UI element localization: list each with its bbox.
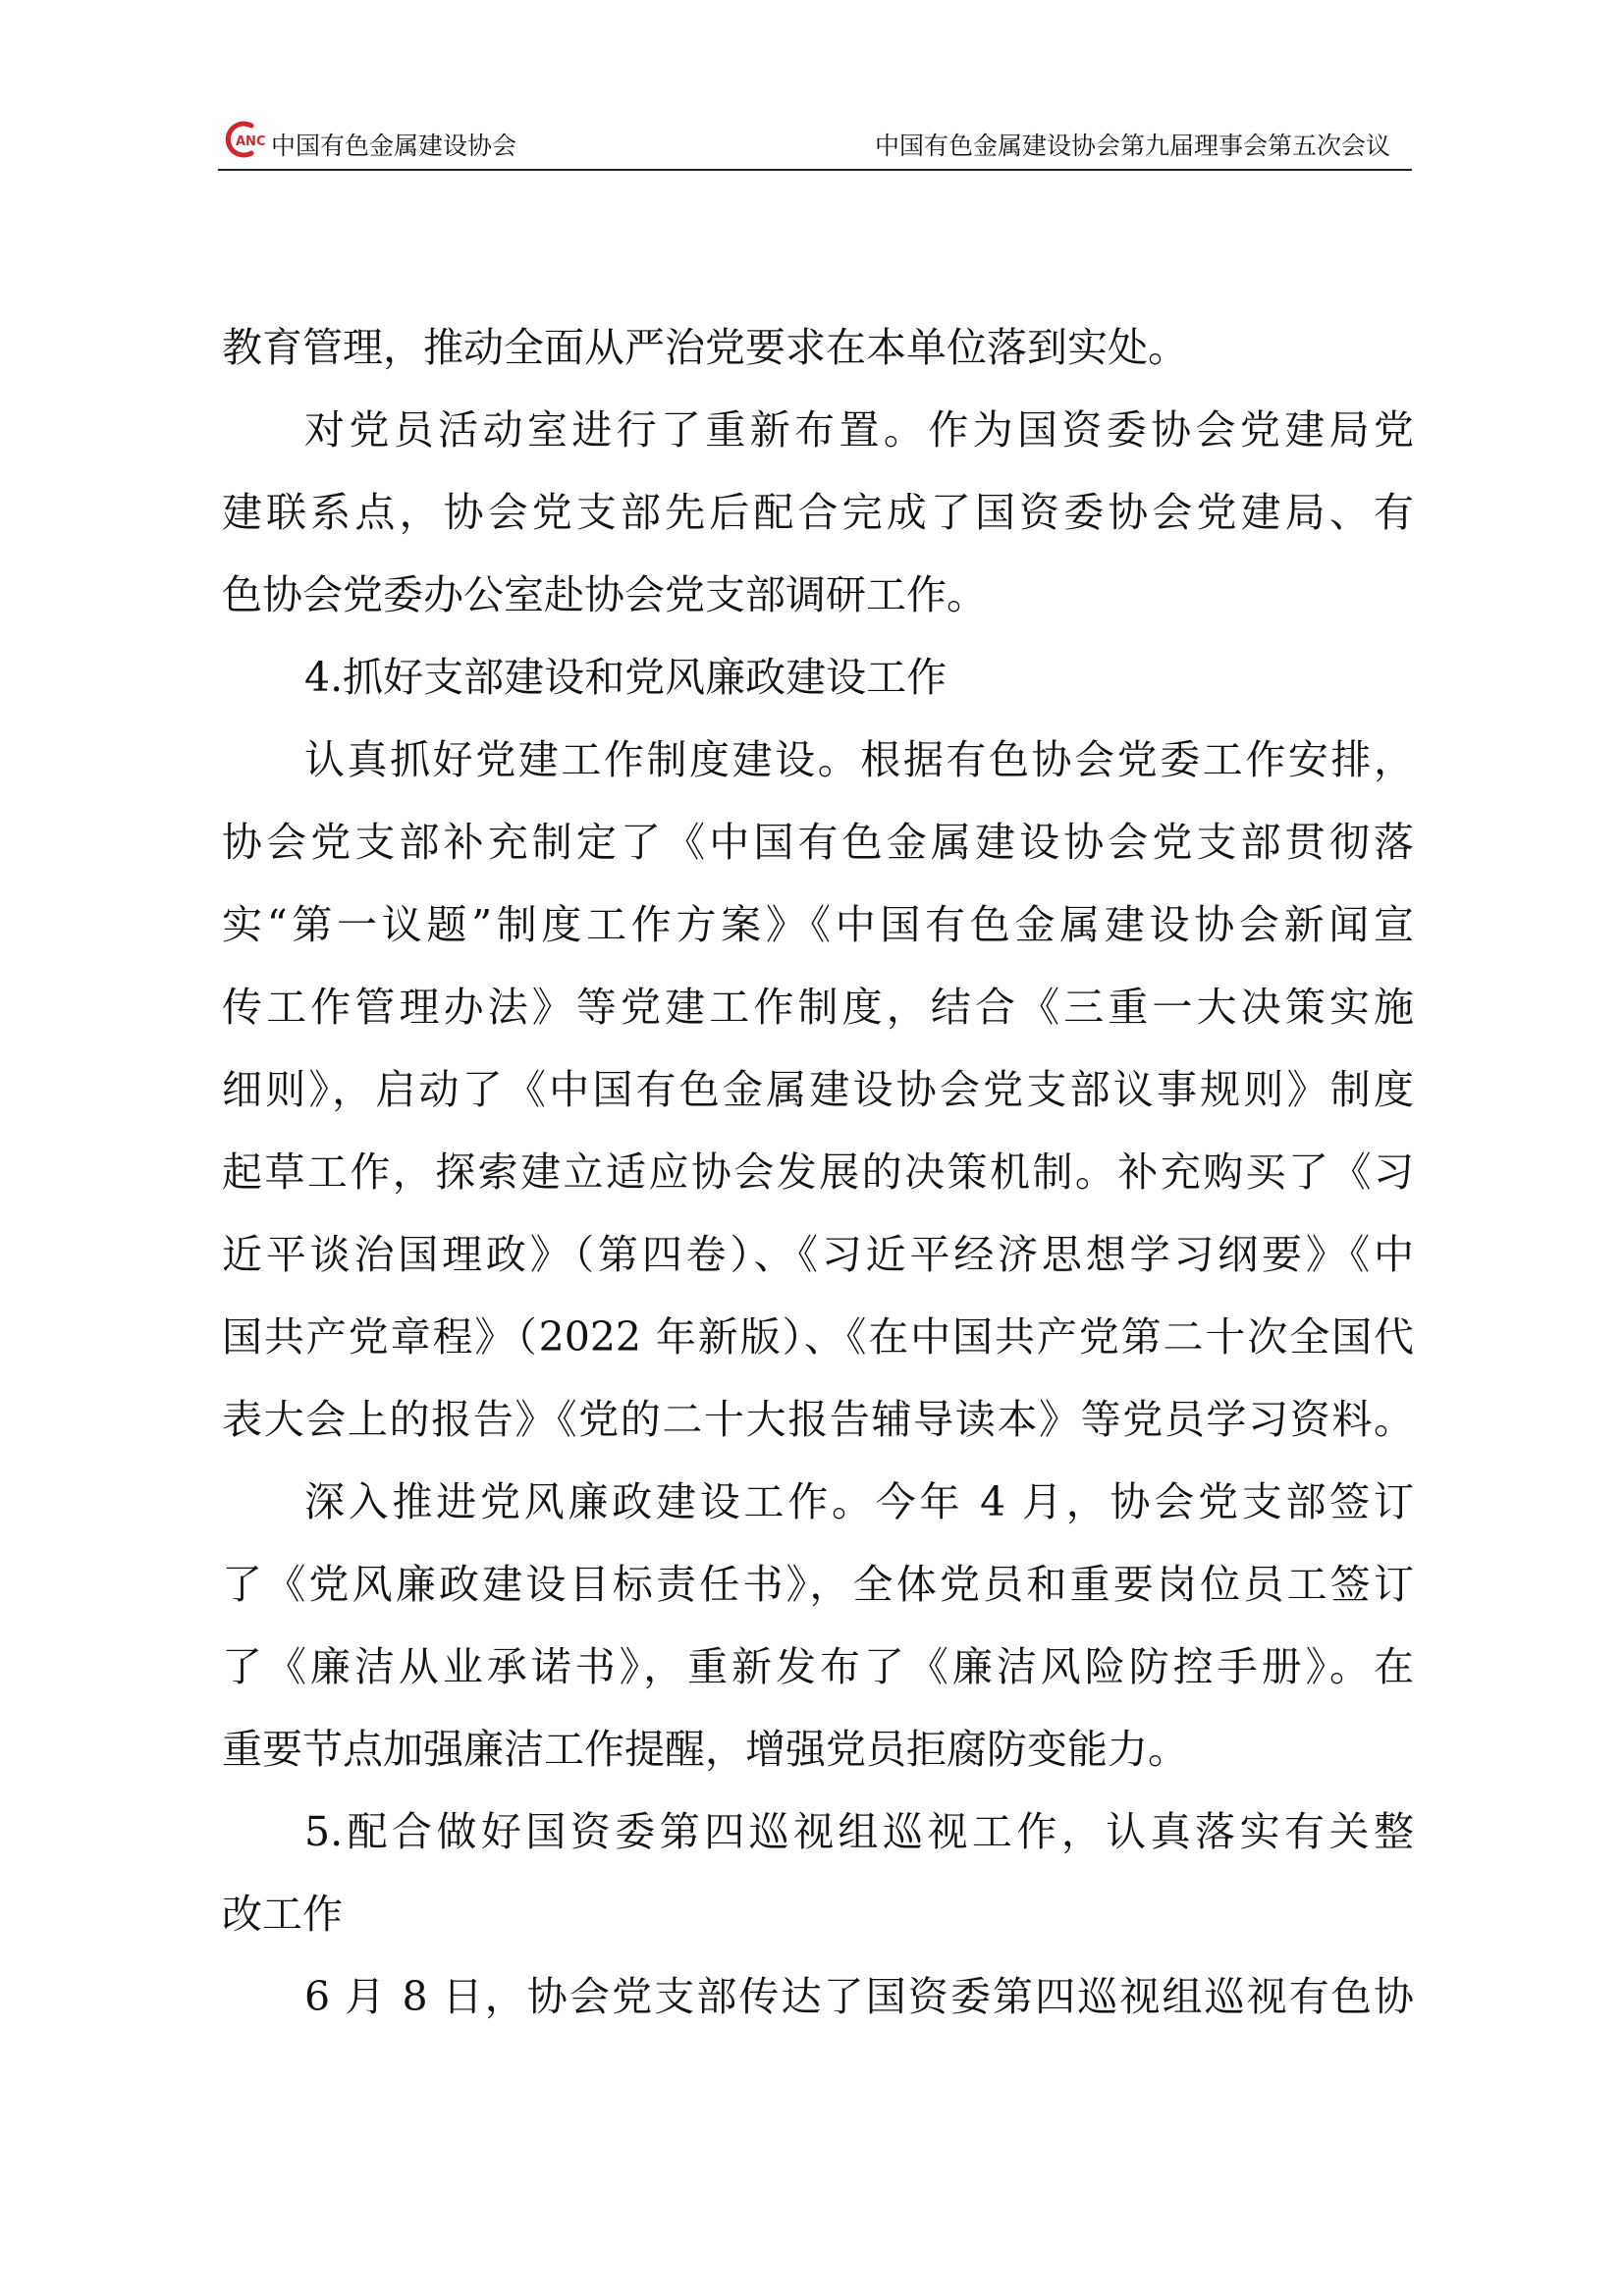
text-line: 6 月 8 日，协会党支部传达了国资委第四巡视组巡视有色协 [304, 1973, 1414, 2020]
text-line: 表大会上的报告》《党的二十大报告辅导读本》等党员学习资料。 [222, 1396, 1414, 1443]
anc-logo-icon [218, 116, 271, 161]
body-text [222, 306, 1414, 2038]
text-line: 传工作管理办法》等党建工作制度，结合《三重一大决策实施 [222, 984, 1414, 1031]
text-line: 教育管理，推动全面从严治党要求在本单位落到实处。 [222, 324, 1188, 371]
text-line: 认真抓好党建工作制度建设。根据有色协会党委工作安排， [304, 736, 1414, 783]
logo-text: ANC [236, 134, 266, 149]
text-line: 起草工作，探索建立适应协会发展的决策机制。补充购买了《习 [222, 1148, 1414, 1196]
text-line: 细则》，启动了《中国有色金属建设协会党支部议事规则》制度 [222, 1066, 1414, 1113]
text-line: 国共产党章程》（2022 年新版）、《在中国共产党第二十次全国代 [222, 1313, 1414, 1361]
text-line: 色协会党委办公室赴协会党支部调研工作。 [222, 571, 987, 618]
section-heading: 5.配合做好国资委第四巡视组巡视工作，认真落实有关整 [304, 1808, 1414, 1855]
text-line: 实“第一议题”制度工作方案》《中国有色金属建设协会新闻宣 [222, 901, 1414, 948]
page-header [218, 110, 1412, 171]
text-line: 协会党支部补充制定了《中国有色金属建设协会党支部贯彻落 [222, 819, 1414, 866]
text-line: 了《党风廉政建设目标责任书》，全体党员和重要岗位员工签订 [222, 1561, 1414, 1608]
section-heading: 4.抓好支部建设和党风廉政建设工作 [304, 654, 947, 701]
text-line: 深入推进党风廉政建设工作。今年 4 月，协会党支部签订 [304, 1478, 1414, 1525]
org-name: 中国有色金属建设协会 [271, 132, 517, 160]
meeting-name: 中国有色金属建设协会第九届理事会第五次会议 [874, 132, 1390, 160]
section-heading-continued: 改工作 [222, 1891, 343, 1938]
text-line: 重要节点加强廉洁工作提醒，增强党员拒腐防变能力。 [222, 1726, 1188, 1773]
text-line: 近平谈治国理政》（第四卷）、《习近平经济思想学习纲要》《中 [222, 1231, 1414, 1278]
text-line: 对党员活动室进行了重新布置。作为国资委协会党建局党 [304, 406, 1414, 454]
text-line: 建联系点，协会党支部先后配合完成了国资委协会党建局、有 [222, 489, 1414, 536]
text-line: 了《廉洁从业承诺书》，重新发布了《廉洁风险防控手册》。在 [222, 1643, 1414, 1690]
